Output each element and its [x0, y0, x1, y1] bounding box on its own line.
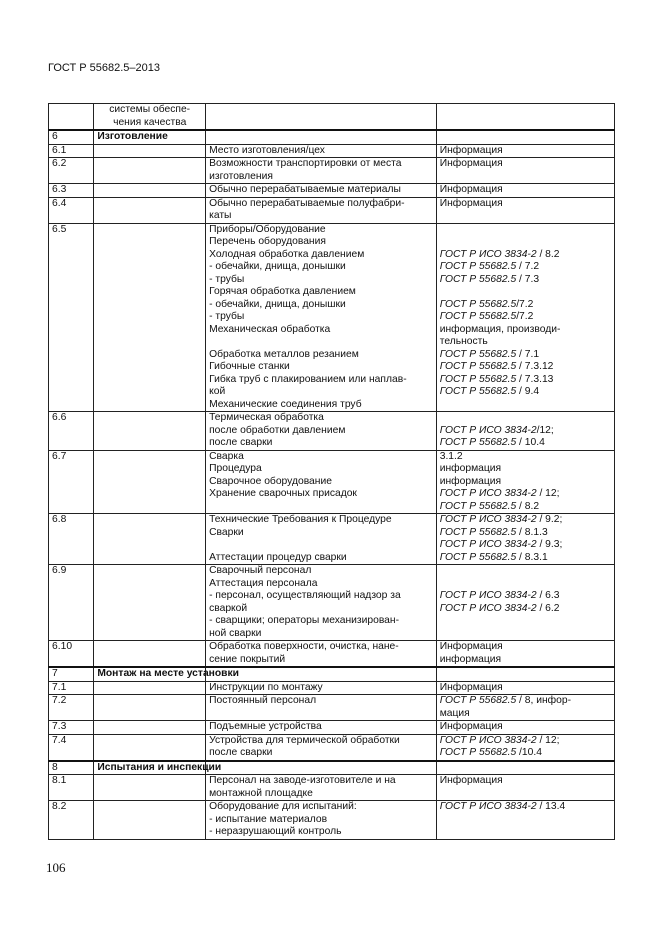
reference-clause: / 12;: [536, 734, 560, 746]
section-number: 6: [49, 130, 94, 144]
reference-line: [440, 578, 611, 591]
reference-line: [440, 735, 611, 748]
reference-line: [440, 451, 611, 464]
reference-clause: / 8.2: [516, 500, 540, 512]
row-item: [206, 450, 437, 514]
row-reference: [436, 695, 614, 721]
row-number: [49, 104, 94, 131]
cell-line: Хранение сварочных присадок: [209, 488, 357, 499]
row-item: [206, 223, 437, 412]
table-row: [49, 801, 615, 840]
cell-line: ной сварки: [209, 627, 262, 639]
row-reference: [436, 144, 614, 158]
row-number: 6.5: [49, 223, 94, 412]
section-title: Изготовление: [94, 130, 206, 144]
standard-reference: ГОСТ Р 55682.5: [439, 361, 517, 372]
row-topic: [94, 450, 206, 514]
row-topic: [94, 734, 206, 761]
cell-line: Аттестация персонала: [209, 577, 318, 589]
page-number: 106: [46, 860, 66, 875]
reference-line: [440, 145, 611, 158]
row-topic: [94, 158, 206, 184]
reference-line: [440, 476, 611, 489]
table-row: [49, 184, 615, 198]
standard-reference: ГОСТ Р 55682.5: [439, 437, 517, 448]
row-number: 6.6: [49, 412, 94, 451]
cell-line: [209, 336, 433, 349]
row-item: [206, 158, 437, 184]
row-reference: [436, 184, 614, 198]
reference-line: [440, 249, 611, 262]
table-body: [49, 104, 615, 840]
row-topic: [94, 801, 206, 840]
cell-line: сваркой: [209, 602, 248, 614]
table-row: [49, 197, 615, 223]
row-item: [206, 514, 437, 565]
row-reference: [436, 104, 614, 131]
table-row: [49, 775, 615, 801]
section-number: 8: [49, 761, 94, 775]
cell-line: - обечайки, днища, донышки: [209, 261, 346, 272]
row-topic: [94, 565, 206, 641]
cell-line: - обечайки, днища, донышки: [209, 298, 346, 310]
row-item: [206, 641, 437, 668]
row-reference: [436, 223, 614, 412]
row-reference: [436, 721, 614, 735]
standard-reference: ГОСТ Р ИСО 3834-2: [439, 801, 537, 812]
standard-reference: ГОСТ Р 55682.5: [439, 348, 517, 360]
row-reference: [436, 801, 614, 840]
cell-line: Подъемные устройства: [209, 721, 322, 732]
reference-clause: Информация: [439, 681, 503, 693]
reference-line: [440, 349, 611, 362]
row-topic: [94, 223, 206, 412]
reference-clause: /7.2: [516, 298, 534, 310]
reference-clause: Информация: [439, 144, 503, 156]
row-reference: [436, 514, 614, 565]
cell-line: Сварки: [209, 526, 244, 538]
row-number: 6.10: [49, 641, 94, 668]
row-topic: [94, 514, 206, 565]
row-topic: [94, 775, 206, 801]
reference-clause: / 9.3;: [536, 539, 563, 550]
cell-line: после сварки: [209, 747, 273, 758]
table-row: [49, 514, 615, 565]
table-row: [49, 721, 615, 735]
document-header: ГОСТ Р 55682.5–2013: [48, 62, 160, 74]
reference-line: [440, 412, 611, 425]
standard-reference: ГОСТ Р ИСО 3834-2: [439, 602, 537, 614]
reference-clause: / 9.4: [516, 386, 540, 397]
row-item: [206, 761, 437, 775]
row-topic: [94, 681, 206, 695]
standard-reference: ГОСТ Р ИСО 3834-2: [439, 424, 537, 436]
reference-line: [440, 311, 611, 324]
row-item: [206, 104, 437, 131]
cell-line: каты: [209, 210, 232, 221]
reference-clause: /7.2: [516, 311, 534, 322]
reference-clause: / 7.1: [516, 348, 540, 360]
row-number: 6.4: [49, 197, 94, 223]
cell-line: - сварщики; операторы механизирован-: [209, 615, 400, 626]
row-reference: [436, 130, 614, 144]
reference-clause: Информация: [439, 775, 503, 786]
cell-line: Возможности транспортировки от места: [209, 158, 402, 169]
reference-line: [440, 708, 611, 721]
table-row: [49, 144, 615, 158]
row-number: 8.1: [49, 775, 94, 801]
cell-line: изготовления: [209, 170, 273, 182]
cell-line: - неразрушающий контроль: [209, 826, 342, 837]
cell-line: Механическая обработка: [209, 323, 331, 335]
row-topic: [94, 144, 206, 158]
reference-clause: / 7.3: [516, 273, 540, 285]
row-number: 7.4: [49, 734, 94, 761]
reference-line: [440, 654, 611, 667]
reference-clause: / 8.2: [536, 248, 560, 260]
reference-line: [440, 775, 611, 788]
row-number: 6.2: [49, 158, 94, 184]
row-item: [206, 412, 437, 451]
table-row: [49, 641, 615, 668]
standard-reference: ГОСТ Р 55682.5: [439, 311, 517, 322]
row-reference: [436, 641, 614, 668]
standard-reference: ГОСТ Р 55682.5: [439, 298, 517, 310]
standard-reference: ГОСТ Р 55682.5: [439, 747, 517, 758]
cell-line: [209, 539, 433, 552]
reference-clause: 3.1.2: [439, 450, 463, 462]
reference-clause: Информация: [439, 158, 503, 169]
section-title: Монтаж на месте установки: [94, 667, 206, 681]
reference-line: [440, 184, 611, 197]
table-row: [49, 565, 615, 641]
reference-line: [440, 386, 611, 399]
reference-line: [440, 286, 611, 299]
reference-line: [440, 336, 611, 349]
row-number: 6.3: [49, 184, 94, 198]
cell-line: сение покрытий: [209, 653, 286, 665]
row-item: [206, 184, 437, 198]
row-topic: [94, 197, 206, 223]
reference-clause: /12;: [536, 424, 554, 436]
cell-line: кой: [209, 386, 226, 397]
table-row: [49, 412, 615, 451]
cell-line: Инструкции по монтажу: [209, 681, 323, 693]
reference-line: [440, 224, 611, 237]
reference-line: [440, 641, 611, 654]
reference-clause: информация, производи-: [439, 323, 561, 335]
table-row: [49, 667, 615, 681]
cell-line: Обработка поверхности, очистка, нане-: [209, 641, 399, 652]
table-row: [49, 130, 615, 144]
standard-reference: ГОСТ Р 55682.5: [439, 273, 517, 285]
cell-line: Гибочные станки: [209, 361, 290, 372]
cell-line: Место изготовления/цех: [209, 144, 325, 156]
standard-reference: ГОСТ Р 55682.5: [439, 373, 517, 385]
reference-line: [440, 488, 611, 501]
reference-line: [440, 236, 611, 249]
row-reference: [436, 412, 614, 451]
standard-reference: ГОСТ Р ИСО 3834-2: [439, 488, 537, 499]
cell-line: после сварки: [209, 437, 273, 448]
row-reference: [436, 667, 614, 681]
row-item: [206, 667, 437, 681]
row-topic: [94, 641, 206, 668]
standard-reference: ГОСТ Р 55682.5: [439, 695, 517, 706]
row-item: [206, 801, 437, 840]
table-row: [49, 761, 615, 775]
table-row: [49, 104, 615, 131]
reference-line: [440, 198, 611, 211]
table-row: [49, 695, 615, 721]
cell-line: чения качества: [113, 116, 187, 128]
cell-line: Сварочный персонал: [209, 565, 312, 576]
cell-line: Постоянный персонал: [209, 695, 317, 706]
row-item: [206, 565, 437, 641]
row-number: 7.1: [49, 681, 94, 695]
table-row: [49, 681, 615, 695]
reference-clause: /10.4: [516, 747, 542, 758]
row-topic: [94, 184, 206, 198]
row-item: [206, 775, 437, 801]
reference-clause: Информация: [439, 197, 503, 209]
standard-reference: ГОСТ Р ИСО 3834-2: [439, 590, 537, 601]
row-topic: [94, 412, 206, 451]
reference-clause: / 7.3.13: [516, 373, 554, 385]
cell-line: Холодная обработка давлением: [209, 248, 365, 260]
reference-clause: Информация: [439, 184, 503, 195]
cell-line: Аттестации процедур сварки: [209, 551, 347, 563]
reference-clause: / 12;: [536, 488, 560, 499]
row-item: [206, 197, 437, 223]
reference-line: [440, 721, 611, 734]
row-item: [206, 681, 437, 695]
standard-reference: ГОСТ Р 55682.5: [439, 526, 517, 538]
row-item: [206, 130, 437, 144]
row-reference: [436, 450, 614, 514]
reference-line: [440, 514, 611, 527]
standard-reference: ГОСТ Р 55682.5: [439, 261, 517, 272]
standard-reference: ГОСТ Р ИСО 3834-2: [439, 734, 537, 746]
reference-line: [440, 801, 611, 814]
cell-line: - персонал, осуществляющий надзор за: [209, 590, 401, 601]
reference-clause: / 10.4: [516, 437, 545, 448]
row-number: 7.3: [49, 721, 94, 735]
row-item: [206, 734, 437, 761]
cell-line: Устройства для термической обработки: [209, 734, 400, 746]
reference-clause: тельность: [439, 336, 488, 347]
table-row: [49, 223, 615, 412]
reference-line: [440, 501, 611, 514]
reference-line: [440, 552, 611, 565]
reference-clause: / 6.3: [536, 590, 560, 601]
cell-line: Гибка труб с плакированием или наплав-: [209, 373, 407, 385]
cell-line: - трубы: [209, 311, 245, 322]
reference-line: [440, 565, 611, 578]
reference-clause: / 9.2;: [536, 514, 563, 525]
cell-line: после обработки давлением: [209, 424, 346, 436]
reference-line: [440, 747, 611, 760]
reference-clause: / 7.2: [516, 261, 540, 272]
standard-reference: ГОСТ Р 55682.5: [439, 386, 517, 397]
standard-reference: ГОСТ Р 55682.5: [439, 551, 517, 563]
reference-clause: / 8.1.3: [516, 526, 548, 538]
row-number: 7.2: [49, 695, 94, 721]
reference-clause: информация: [439, 463, 502, 474]
row-number: 6.9: [49, 565, 94, 641]
row-reference: [436, 565, 614, 641]
reference-clause: / 7.3.12: [516, 361, 554, 372]
cell-line: Сварка: [209, 450, 244, 462]
reference-line: [440, 299, 611, 312]
reference-line: [440, 590, 611, 603]
reference-line: [440, 437, 611, 450]
reference-clause: / 13.4: [536, 801, 566, 812]
cell-line: монтажной площадке: [209, 787, 313, 799]
reference-line: [440, 361, 611, 374]
standard-reference: ГОСТ Р ИСО 3834-2: [439, 514, 537, 525]
row-number: 8.2: [49, 801, 94, 840]
row-number: 6.7: [49, 450, 94, 514]
reference-clause: / 8.3.1: [516, 551, 548, 563]
cell-line: Сварочное оборудование: [209, 475, 332, 487]
reference-clause: информация: [439, 653, 502, 665]
reference-line: [440, 324, 611, 337]
cell-line: Процедура: [209, 463, 262, 474]
section-number: 7: [49, 667, 94, 681]
row-topic: [94, 695, 206, 721]
cell-line: Обычно перерабатываемые материалы: [209, 184, 401, 195]
requirements-table: [48, 103, 615, 840]
row-number: 6.8: [49, 514, 94, 565]
reference-clause: мация: [439, 707, 470, 719]
reference-line: [440, 261, 611, 274]
reference-line: [440, 463, 611, 476]
row-reference: [436, 197, 614, 223]
row-reference: [436, 158, 614, 184]
reference-clause: / 6.2: [536, 602, 560, 614]
cell-line: Горячая обработка давлением: [209, 286, 356, 297]
reference-clause: информация: [439, 475, 502, 487]
row-topic: [94, 721, 206, 735]
reference-line: [440, 527, 611, 540]
reference-line: [440, 158, 611, 171]
row-item: [206, 695, 437, 721]
row-reference: [436, 775, 614, 801]
cell-line: системы обеспе-: [109, 104, 191, 115]
reference-line: [440, 539, 611, 552]
reference-line: [440, 425, 611, 438]
reference-line: [440, 274, 611, 287]
standard-reference: ГОСТ Р ИСО 3834-2: [439, 248, 537, 260]
table-row: [49, 158, 615, 184]
cell-line: Перечень оборудования: [209, 236, 326, 247]
row-reference: [436, 734, 614, 761]
row-reference: [436, 681, 614, 695]
row-item: [206, 144, 437, 158]
cell-line: Технические Требования к Процедуре: [209, 514, 392, 525]
table-row: [49, 450, 615, 514]
reference-line: [440, 695, 611, 708]
cell-line: - испытание материалов: [209, 813, 328, 825]
row-reference: [436, 761, 614, 775]
cell-line: - трубы: [209, 273, 245, 285]
cell-line: Персонал на заводе-изготовителе и на: [209, 775, 396, 786]
reference-line: [440, 374, 611, 387]
reference-line: [440, 603, 611, 616]
section-title: Испытания и инспекции: [94, 761, 206, 775]
row-item: [206, 721, 437, 735]
reference-clause: / 8, инфор-: [516, 695, 572, 706]
standard-reference: ГОСТ Р 55682.5: [439, 500, 517, 512]
cell-line: Обычно перерабатываемые полуфабри-: [209, 197, 405, 209]
cell-line: Механические соединения труб: [209, 398, 362, 410]
cell-line: Обработка металлов резанием: [209, 348, 359, 360]
row-number: 6.1: [49, 144, 94, 158]
cell-line: Термическая обработка: [209, 412, 324, 423]
reference-clause: Информация: [439, 721, 503, 732]
reference-line: [440, 682, 611, 695]
row-topic: [94, 104, 206, 131]
table-row: [49, 734, 615, 761]
cell-line: Приборы/Оборудование: [209, 223, 326, 235]
standard-reference: ГОСТ Р ИСО 3834-2: [439, 539, 537, 550]
cell-line: Оборудование для испытаний:: [209, 801, 357, 812]
reference-clause: Информация: [439, 641, 503, 652]
